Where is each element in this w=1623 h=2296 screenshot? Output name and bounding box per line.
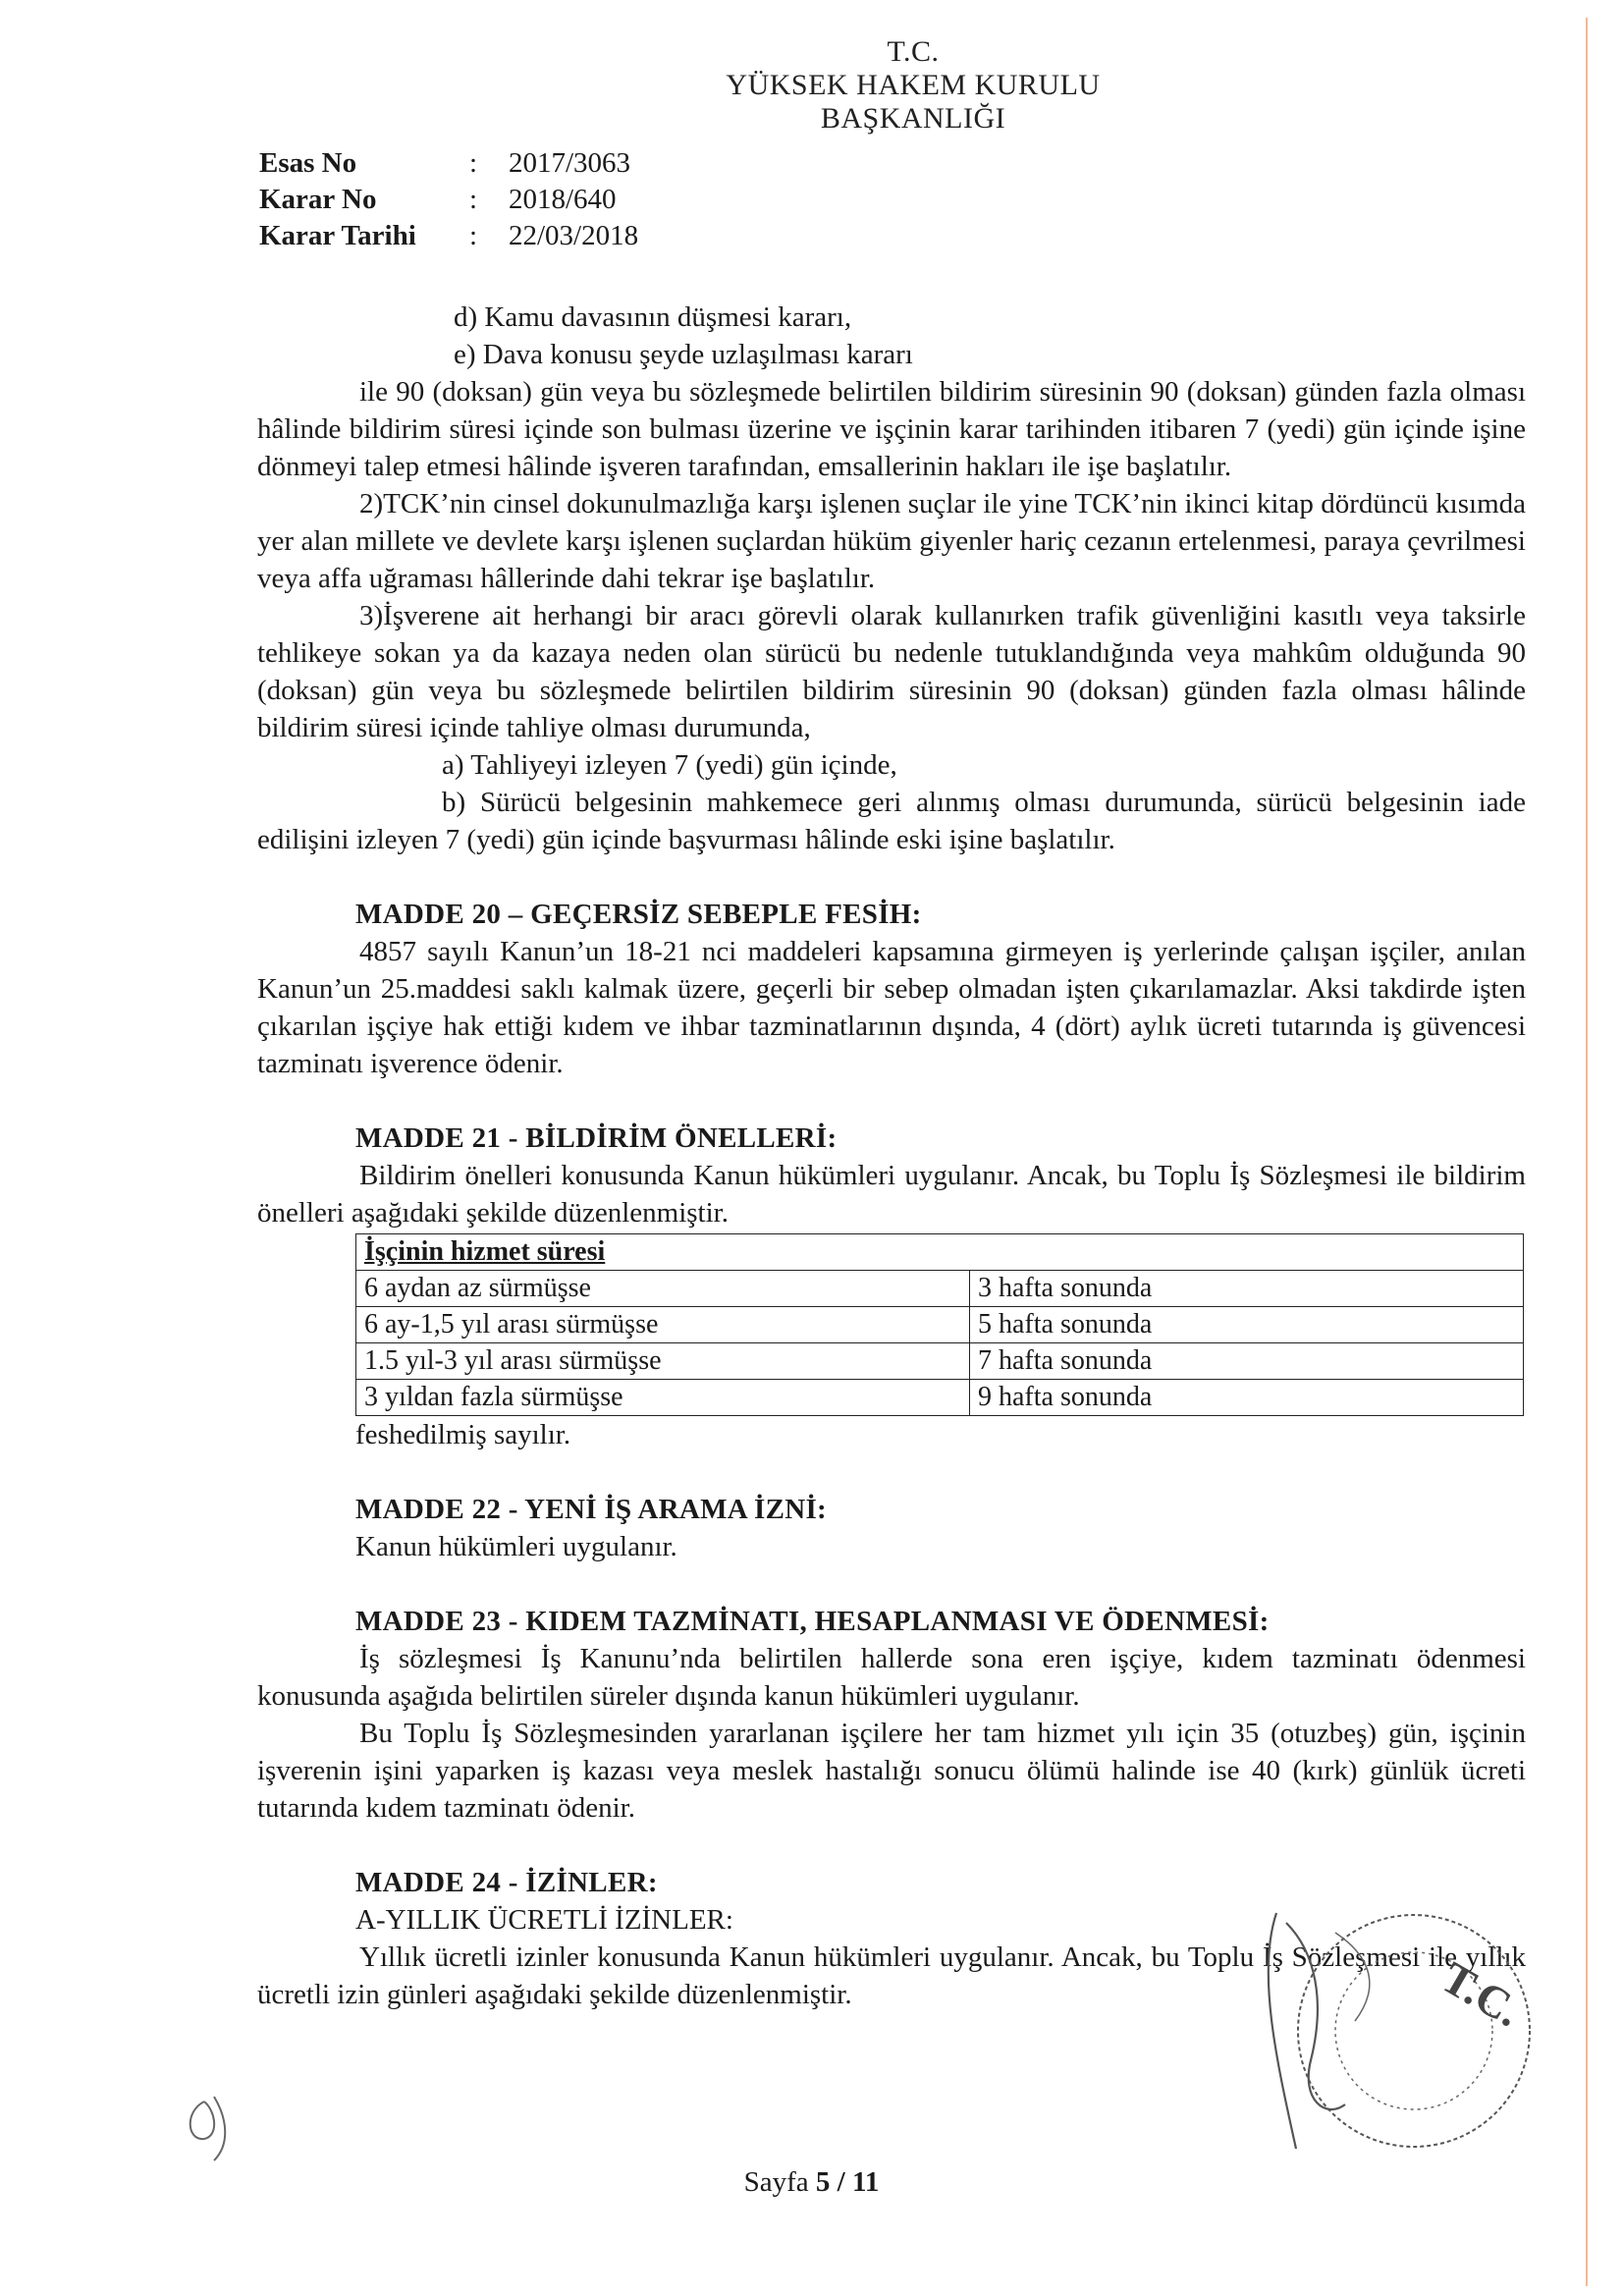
- notice-period-table: [355, 1233, 1524, 1416]
- madde-23-heading: MADDE 23 - KIDEM TAZMİNATI, HESAPLANMASI VE ÖDENMESİ:: [355, 1606, 1270, 1637]
- madde-22-heading: MADDE 22 - YENİ İŞ ARAMA İZNİ:: [355, 1494, 828, 1525]
- case-metadata: [259, 145, 638, 254]
- karar-label: Karar No: [259, 184, 377, 215]
- madde-21-text: Bildirim önelleri konusunda Kanun hükümleri uygulanır. Ancak, bu Toplu İş Sözleşmesi ile bildirim önelleri aşağıdaki şekilde düzenlenmiştir.: [257, 1160, 1526, 1229]
- header-line-presidency: BAŞKANLIĞI: [820, 102, 1006, 135]
- madde-22-text: Kanun hükümleri uygulanır.: [355, 1531, 677, 1562]
- notice-cell: 9 hafta sonunda: [970, 1380, 1524, 1416]
- madde-24-subheading: A-YILLIK ÜCRETLİ İZİNLER:: [355, 1904, 733, 1936]
- document-body: [257, 299, 1526, 2013]
- tarih-row: [259, 218, 638, 254]
- karar-separator: :: [469, 184, 478, 215]
- tarih-separator: :: [469, 220, 478, 251]
- page-edge-line: [1586, 18, 1588, 2286]
- notice-cell: 7 hafta sonunda: [970, 1343, 1524, 1380]
- esas-separator: :: [469, 147, 478, 179]
- madde-21-after-table: feshedilmiş sayılır.: [355, 1419, 571, 1450]
- header-line-tc: T.C.: [887, 35, 940, 68]
- madde-24-heading: MADDE 24 - İZİNLER:: [355, 1867, 658, 1898]
- table-header-cell: İşçinin hizmet süresi: [356, 1234, 1524, 1271]
- madde-20-text: 4857 sayılı Kanun’un 18-21 nci maddeleri kapsamına girmeyen iş yerlerinde çalışan işçiler, anılan Kanun’un 25.maddesi saklı kalmak üzere, geçerli bir sebep olmadan işten çıkarılamazlar. Aksi takdirde işten çıkarılan işçiye hak ettiği kıdem ve ihbar tazminatlarının dışında, 4 (dört) aylık ücreti tutarında iş güvencesi tazminatı işverence ödenir.: [257, 936, 1526, 1079]
- tarih-label: Karar Tarihi: [259, 220, 416, 251]
- header-line-board: YÜKSEK HAKEM KURULU: [726, 69, 1101, 101]
- karar-row: [259, 182, 638, 218]
- madde-23-paragraph-1: İş sözleşmesi İş Kanunu’nda belirtilen hallerde sona eren işçiye, kıdem tazminatı ödenmesi konusunda aşağıda belirtilen süreler dışında kanun hükümleri uygulanır.: [257, 1643, 1526, 1712]
- item-a: a) Tahliyeyi izleyen 7 (yedi) gün içinde,: [442, 749, 897, 781]
- institution-header: [687, 35, 1139, 136]
- item-b: b) Sürücü belgesinin mahkemece geri alınmış olması durumunda, sürücü belgesinin iade edilişini izleyen 7 (yedi) gün içinde başvurması hâlinde eski işine başlatılır.: [257, 787, 1526, 855]
- esas-label: Esas No: [259, 147, 357, 179]
- madde-23-paragraph-2: Bu Toplu İş Sözleşmesinden yararlanan işçilere her tam hizmet yılı için 35 (otuzbeş) gün, işçinin işverenin işini yaparken iş kazası veya meslek hastalığı sonucu ölümü halinde ise 40 (kırk) günlük ücreti tutarında kıdem tazminatı ödenir.: [257, 1718, 1526, 1824]
- item-d: d) Kamu davasının düşmesi kararı,: [454, 301, 852, 333]
- table-row: [356, 1380, 1524, 1416]
- page-label: Sayfa: [743, 2166, 809, 2198]
- period-cell: 6 ay-1,5 yıl arası sürmüşse: [356, 1307, 970, 1343]
- karar-value: 2018/640: [509, 184, 617, 215]
- official-stamp-icon: [1217, 1893, 1551, 2168]
- madde-24-text: Yıllık ücretli izinler konusunda Kanun hükümleri uygulanır. Ancak, bu Toplu İş Sözleşmesi ile yıllık ücretli izin günleri aşağıdaki şekilde düzenlenmiştir.: [257, 1941, 1526, 2010]
- esas-row: [259, 145, 638, 182]
- item-e: e) Dava konusu şeyde uzlaşılması kararı: [454, 339, 913, 370]
- madde-20-heading: MADDE 20 – GEÇERSİZ SEBEPLE FESİH:: [355, 899, 922, 930]
- period-cell: 1.5 yıl-3 yıl arası sürmüşse: [356, 1343, 970, 1380]
- madde-21-heading: MADDE 21 - BİLDİRİM ÖNELLERİ:: [355, 1122, 838, 1154]
- tarih-value: 22/03/2018: [509, 220, 639, 251]
- notice-cell: 3 hafta sonunda: [970, 1271, 1524, 1307]
- paragraph-traffic: 3)İşverene ait herhangi bir aracı görevli olarak kullanırken trafik güvenliğini kasıtlı veya taksirle tehlikeye sokan ya da kazaya neden olan sürücü bu nedenle tutuklandığında veya mahkûm olduğunda 90 (doksan) gün veya bu sözleşmede belirtilen bildirim süresinin 90 (doksan) günden fazla olması hâlinde bildirim süresi içinde tahliye olması durumunda,: [257, 600, 1526, 743]
- table-header-row: [356, 1234, 1524, 1271]
- paragraph-reinstatement: ile 90 (doksan) gün veya bu sözleşmede belirtilen bildirim süresinin 90 (doksan) günden fazla olması hâlinde bildirim süresi içinde son bulması üzerine ve işçinin karar tarihinden itibaren 7 (yedi) gün içinde işine dönmeyi talep etmesi hâlinde işveren tarafından, emsallerinin hakları ile işe başlatılır.: [257, 376, 1526, 482]
- table-row: [356, 1307, 1524, 1343]
- table-row: [356, 1343, 1524, 1380]
- page-footer: [0, 2166, 1623, 2199]
- svg-text:T.C.: T.C.: [1434, 1951, 1530, 2037]
- notice-cell: 5 hafta sonunda: [970, 1307, 1524, 1343]
- period-cell: 6 aydan az sürmüşse: [356, 1271, 970, 1307]
- page-number: 5 / 11: [815, 2166, 880, 2198]
- table-row: [356, 1271, 1524, 1307]
- period-cell: 3 yıldan fazla sürmüşse: [356, 1380, 970, 1416]
- handwritten-mark-icon: [175, 2082, 253, 2170]
- esas-value: 2017/3063: [509, 147, 631, 179]
- paragraph-tck: 2)TCK’nin cinsel dokunulmazlığa karşı işlenen suçlar ile yine TCK’nin ikinci kitap dördüncü kısımda yer alan millete ve devlete karşı işlenen suçlardan hüküm giyenler hariç cezanın ertelenmesi, paraya çevrilmesi veya affa uğraması hâllerinde dahi tekrar işe başlatılır.: [257, 488, 1526, 594]
